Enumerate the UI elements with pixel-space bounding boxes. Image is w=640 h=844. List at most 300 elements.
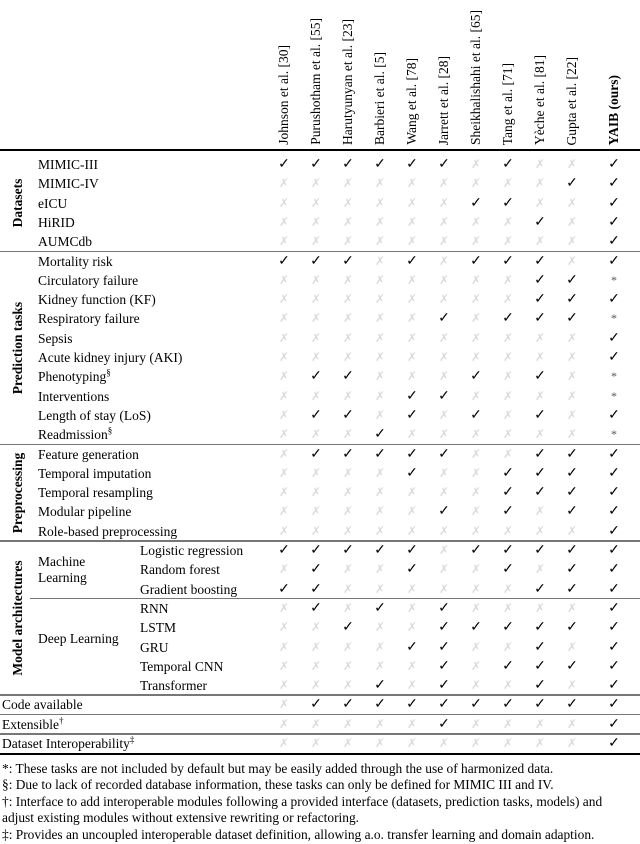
- check-icon: ✓: [470, 195, 482, 211]
- check-icon: ✓: [438, 620, 450, 636]
- footnote-marker: §: [107, 425, 113, 436]
- row-label: [140, 541, 243, 560]
- row-label-text: Length of stay (LoS): [38, 407, 151, 423]
- cross-icon: ✗: [342, 330, 354, 345]
- cross-icon: ✗: [470, 427, 482, 442]
- cross-icon: ✗: [310, 311, 322, 326]
- cross-icon: ✗: [534, 330, 546, 345]
- row-label-text: MIMIC-III: [38, 157, 98, 172]
- check-icon: ✓: [438, 504, 450, 520]
- check-icon: ✓: [310, 369, 322, 385]
- row-label: [38, 232, 92, 251]
- cross-icon: ✗: [310, 427, 322, 442]
- cross-icon: ✗: [438, 485, 450, 500]
- cross-icon: ✗: [278, 234, 290, 249]
- check-icon: ✓: [608, 620, 620, 636]
- cross-icon: ✗: [566, 157, 578, 171]
- check-icon: ✓: [534, 369, 546, 385]
- check-icon: ✓: [502, 658, 514, 674]
- cross-icon: ✗: [374, 272, 386, 287]
- cross-icon: ✗: [374, 639, 386, 654]
- check-icon: ✓: [502, 504, 514, 520]
- cross-icon: ✗: [374, 195, 386, 210]
- footnote-dagger: †: Interface to add interoperable modules following a provided interface (datasets, prediction tasks, models) and: [2, 793, 603, 809]
- asterisk-mark: *: [611, 311, 617, 326]
- cross-icon: ✗: [438, 214, 450, 229]
- check-icon: ✓: [470, 369, 482, 385]
- cross-icon: ✗: [534, 176, 546, 191]
- check-icon: ✓: [566, 697, 578, 713]
- cross-icon: ✗: [374, 562, 386, 577]
- check-icon: ✓: [406, 157, 418, 172]
- cross-icon: ✗: [406, 369, 418, 384]
- check-icon: ✓: [608, 639, 620, 655]
- cross-icon: ✗: [278, 504, 290, 519]
- cross-icon: ✗: [278, 485, 290, 500]
- check-icon: ✓: [534, 620, 546, 636]
- cross-icon: ✗: [310, 292, 322, 307]
- cross-icon: ✗: [342, 427, 354, 442]
- check-icon: ✓: [470, 543, 482, 558]
- cross-icon: ✗: [310, 176, 322, 191]
- check-icon: ✓: [608, 697, 620, 713]
- row-label-text: Dataset Interoperability: [2, 736, 130, 751]
- section-title: Preprocessing: [10, 452, 25, 533]
- check-icon: ✓: [608, 736, 620, 751]
- cross-icon: ✗: [502, 350, 514, 364]
- check-icon: ✓: [534, 446, 546, 462]
- check-icon: ✓: [310, 407, 322, 423]
- check-icon: ✓: [342, 620, 354, 636]
- check-icon: ✓: [438, 157, 450, 172]
- check-icon: ✓: [534, 639, 546, 655]
- cross-icon: ✗: [470, 600, 482, 615]
- cross-icon: ✗: [310, 504, 322, 519]
- check-icon: ✓: [406, 253, 418, 269]
- row-label-text: LSTM: [140, 620, 177, 636]
- cross-icon: ✗: [278, 600, 290, 615]
- cross-icon: ✗: [470, 272, 482, 287]
- column-header: Wang et al. [78]: [404, 58, 419, 145]
- check-icon: ✓: [342, 407, 354, 423]
- row-label-text: Interventions: [38, 388, 110, 404]
- cross-icon: ✗: [470, 157, 482, 171]
- cross-icon: ✗: [374, 736, 386, 750]
- check-icon: ✓: [502, 620, 514, 636]
- check-icon: ✓: [470, 697, 482, 713]
- check-icon: ✓: [406, 465, 418, 481]
- check-icon: ✓: [608, 600, 620, 616]
- column-header: Johnson et al. [30]: [276, 45, 291, 145]
- check-icon: ✓: [310, 446, 322, 462]
- asterisk-mark: *: [611, 272, 617, 287]
- cross-icon: ✗: [502, 678, 514, 693]
- row-label: [2, 695, 83, 714]
- cross-icon: ✗: [438, 736, 450, 750]
- check-icon: ✓: [566, 176, 578, 192]
- column-header: Sheikhalishahi et al. [65]: [468, 10, 483, 145]
- cross-icon: ✗: [470, 446, 482, 461]
- check-icon: ✓: [534, 214, 546, 230]
- row-label-text: HiRID: [38, 214, 75, 230]
- section-title: Prediction tasks: [10, 301, 25, 395]
- cross-icon: ✗: [470, 581, 482, 596]
- cross-icon: ✗: [566, 736, 578, 750]
- row-label-text: RNN: [140, 600, 169, 616]
- check-icon: ✓: [406, 697, 418, 713]
- check-icon: ✓: [406, 562, 418, 578]
- cross-icon: ✗: [406, 350, 418, 364]
- cross-icon: ✗: [278, 446, 290, 461]
- cross-icon: ✗: [438, 272, 450, 287]
- row-label: [140, 560, 220, 579]
- cross-icon: ✗: [310, 234, 322, 249]
- check-icon: ✓: [566, 446, 578, 462]
- cross-icon: ✗: [278, 195, 290, 210]
- footnote-dagger-cont: adjust existing modules without extensive rewriting or refactoring.: [2, 810, 360, 826]
- cross-icon: ✗: [278, 716, 290, 731]
- check-icon: ✓: [566, 504, 578, 520]
- subgroup-label: Deep Learning: [38, 631, 119, 647]
- cross-icon: ✗: [534, 427, 546, 442]
- cross-icon: ✗: [502, 427, 514, 442]
- cross-icon: ✗: [470, 311, 482, 326]
- check-icon: ✓: [534, 407, 546, 423]
- check-icon: ✓: [608, 658, 620, 674]
- row-label: [38, 290, 156, 309]
- cross-icon: ✗: [534, 716, 546, 731]
- check-icon: ✓: [342, 446, 354, 462]
- cross-icon: ✗: [278, 272, 290, 287]
- check-icon: ✓: [608, 214, 620, 230]
- check-icon: ✓: [310, 253, 322, 269]
- cross-icon: ✗: [534, 350, 546, 364]
- row-label-text: Temporal imputation: [38, 465, 152, 481]
- check-icon: ✓: [534, 697, 546, 713]
- cross-icon: ✗: [342, 658, 354, 673]
- cross-icon: ✗: [406, 504, 418, 519]
- cross-icon: ✗: [342, 678, 354, 693]
- cross-icon: ✗: [374, 369, 386, 384]
- check-icon: ✓: [374, 157, 386, 172]
- check-icon: ✓: [502, 697, 514, 713]
- cross-icon: ✗: [342, 465, 354, 480]
- cross-icon: ✗: [374, 253, 386, 268]
- cross-icon: ✗: [470, 485, 482, 500]
- cross-icon: ✗: [566, 639, 578, 654]
- row-label-text: Readmission: [38, 427, 108, 443]
- cross-icon: ✗: [310, 639, 322, 654]
- check-icon: ✓: [502, 157, 514, 172]
- cross-icon: ✗: [342, 176, 354, 191]
- row-label-text: Kidney function (KF): [38, 292, 156, 308]
- cross-icon: ✗: [438, 562, 450, 577]
- cross-icon: ✗: [470, 350, 482, 364]
- row-label-text: Sepsis: [38, 330, 73, 346]
- cross-icon: ✗: [374, 234, 386, 249]
- cross-icon: ✗: [374, 292, 386, 307]
- column-header: Yèche et al. [81]: [532, 55, 547, 145]
- cross-icon: ✗: [406, 658, 418, 673]
- cross-icon: ✗: [502, 214, 514, 229]
- check-icon: ✓: [278, 543, 290, 558]
- cross-icon: ✗: [278, 350, 290, 364]
- column-header: Barbieri et al. [5]: [372, 52, 387, 145]
- check-icon: ✓: [566, 658, 578, 674]
- cross-icon: ✗: [310, 658, 322, 673]
- cross-icon: ✗: [342, 736, 354, 750]
- cross-icon: ✗: [502, 581, 514, 596]
- check-icon: ✓: [534, 311, 546, 327]
- row-label-text: Phenotyping: [38, 369, 107, 385]
- cross-icon: ✗: [278, 639, 290, 654]
- cross-icon: ✗: [438, 292, 450, 307]
- asterisk-mark: *: [611, 388, 617, 403]
- cross-icon: ✗: [502, 407, 514, 422]
- footnote-section: §: Due to lack of recorded database information, these tasks can only be defined for MIMIC III and IV.: [2, 777, 554, 793]
- cross-icon: ✗: [502, 446, 514, 461]
- column-header: Harutyunyan et al. [23]: [340, 19, 355, 145]
- cross-icon: ✗: [374, 581, 386, 596]
- cross-icon: ✗: [374, 658, 386, 673]
- footnote-asterisk: *: These tasks are not included by default but may be easily added through the use of harmonized data.: [2, 761, 554, 776]
- cross-icon: ✗: [278, 311, 290, 326]
- row-label: [38, 387, 109, 406]
- cross-icon: ✗: [438, 195, 450, 210]
- cross-icon: ✗: [534, 504, 546, 519]
- cross-icon: ✗: [278, 427, 290, 442]
- cross-icon: ✗: [502, 330, 514, 345]
- cross-icon: ✗: [374, 485, 386, 500]
- top-rule: [0, 149, 640, 151]
- row-label: [140, 599, 169, 618]
- row-label: [38, 483, 153, 502]
- cross-icon: ✗: [406, 214, 418, 229]
- cross-icon: ✗: [470, 465, 482, 480]
- cross-icon: ✗: [342, 234, 354, 249]
- footnote-marker: ‡: [129, 734, 135, 745]
- cross-icon: ✗: [534, 157, 546, 171]
- cross-icon: ✗: [342, 639, 354, 654]
- check-icon: ✓: [502, 465, 514, 481]
- row-label-text: Feature generation: [38, 446, 139, 462]
- cross-icon: ✗: [374, 504, 386, 519]
- cross-icon: ✗: [534, 388, 546, 403]
- row-label-text: Acute kidney injury (AKI): [38, 350, 183, 365]
- cross-icon: ✗: [566, 716, 578, 731]
- cross-icon: ✗: [342, 292, 354, 307]
- check-icon: ✓: [438, 311, 450, 327]
- cross-icon: ✗: [374, 350, 386, 364]
- cross-icon: ✗: [566, 600, 578, 615]
- cross-icon: ✗: [566, 195, 578, 210]
- footnote-double-dagger: ‡: Provides an uncoupled interoperable dataset definition, allowing a.o. transfer learning and domain adaption.: [2, 826, 595, 842]
- check-icon: ✓: [502, 195, 514, 211]
- check-icon: ✓: [406, 639, 418, 655]
- cross-icon: ✗: [278, 330, 290, 345]
- cross-icon: ✗: [310, 195, 322, 210]
- check-icon: ✓: [566, 620, 578, 636]
- cross-icon: ✗: [406, 272, 418, 287]
- check-icon: ✓: [566, 562, 578, 578]
- check-icon: ✓: [534, 465, 546, 481]
- cross-icon: ✗: [278, 620, 290, 635]
- cross-icon: ✗: [310, 736, 322, 750]
- column-header: Tang et al. [71]: [500, 62, 515, 145]
- cross-icon: ✗: [342, 504, 354, 519]
- cross-icon: ✗: [310, 716, 322, 731]
- check-icon: ✓: [470, 620, 482, 636]
- cross-icon: ✗: [406, 620, 418, 635]
- check-icon: ✓: [342, 157, 354, 172]
- section-title: Datasets: [10, 178, 25, 228]
- cross-icon: ✗: [342, 272, 354, 287]
- check-icon: ✓: [470, 407, 482, 423]
- cross-icon: ✗: [566, 369, 578, 384]
- cross-icon: ✗: [406, 427, 418, 442]
- cross-icon: ✗: [470, 639, 482, 654]
- cross-icon: ✗: [534, 234, 546, 249]
- cross-icon: ✗: [310, 272, 322, 287]
- check-icon: ✓: [608, 253, 620, 269]
- check-icon: ✓: [470, 253, 482, 269]
- check-icon: ✓: [406, 388, 418, 404]
- cross-icon: ✗: [502, 369, 514, 384]
- row-label-text: Logistic regression: [140, 543, 244, 558]
- cross-icon: ✗: [406, 485, 418, 500]
- cross-icon: ✗: [310, 523, 322, 538]
- cross-icon: ✗: [342, 311, 354, 326]
- cross-icon: ✗: [438, 523, 450, 538]
- cross-icon: ✗: [278, 388, 290, 403]
- cross-icon: ✗: [406, 716, 418, 731]
- cross-icon: ✗: [374, 176, 386, 191]
- cross-icon: ✗: [502, 292, 514, 307]
- cross-icon: ✗: [566, 330, 578, 345]
- cross-icon: ✗: [374, 330, 386, 345]
- cross-icon: ✗: [310, 214, 322, 229]
- cross-icon: ✗: [374, 214, 386, 229]
- check-icon: ✓: [438, 639, 450, 655]
- row-label: [38, 309, 140, 328]
- cross-icon: ✗: [278, 678, 290, 693]
- row-label-text: Code available: [2, 697, 83, 713]
- row-label: [140, 638, 169, 657]
- row-label-text: Random forest: [140, 562, 220, 578]
- cross-icon: ✗: [342, 562, 354, 577]
- cross-icon: ✗: [310, 485, 322, 500]
- cross-icon: ✗: [470, 523, 482, 538]
- column-header: YAIB (ours): [606, 74, 621, 145]
- row-label: [38, 464, 151, 483]
- row-label: [38, 252, 113, 271]
- cross-icon: ✗: [342, 350, 354, 364]
- check-icon: ✓: [374, 427, 386, 443]
- cross-icon: ✗: [310, 350, 322, 364]
- row-label: [38, 329, 73, 348]
- cross-icon: ✗: [534, 523, 546, 538]
- cross-icon: ✗: [566, 214, 578, 229]
- row-label: [38, 425, 112, 444]
- cross-icon: ✗: [342, 716, 354, 731]
- cross-icon: ✗: [534, 195, 546, 210]
- row-label-text: Gradient boosting: [140, 581, 238, 597]
- row-label: [38, 367, 111, 386]
- cross-icon: ✗: [374, 407, 386, 422]
- cross-icon: ✗: [310, 330, 322, 345]
- check-icon: ✓: [566, 465, 578, 481]
- check-icon: ✓: [566, 292, 578, 308]
- check-icon: ✓: [608, 195, 620, 211]
- check-icon: ✓: [310, 581, 322, 597]
- cross-icon: ✗: [310, 388, 322, 403]
- cross-icon: ✗: [502, 234, 514, 249]
- check-icon: ✓: [608, 543, 620, 558]
- cross-icon: ✗: [566, 678, 578, 693]
- column-header: Jarrett et al. [28]: [436, 55, 451, 145]
- column-header: Gupta et al. [22]: [564, 56, 579, 145]
- check-icon: ✓: [342, 369, 354, 385]
- check-icon: ✓: [608, 678, 620, 694]
- cross-icon: ✗: [374, 311, 386, 326]
- cross-icon: ✗: [438, 234, 450, 249]
- check-icon: ✓: [608, 465, 620, 481]
- check-icon: ✓: [406, 446, 418, 462]
- row-label: [140, 618, 176, 637]
- check-icon: ✓: [608, 446, 620, 462]
- cross-icon: ✗: [374, 523, 386, 538]
- cross-icon: ✗: [470, 330, 482, 345]
- row-label: [38, 522, 177, 541]
- cross-icon: ✗: [278, 214, 290, 229]
- cross-icon: ✗: [406, 292, 418, 307]
- cross-icon: ✗: [502, 736, 514, 750]
- cross-icon: ✗: [342, 600, 354, 615]
- row-label-text: Respiratory failure: [38, 311, 140, 327]
- check-icon: ✓: [502, 543, 514, 558]
- cross-icon: ✗: [278, 658, 290, 673]
- check-icon: ✓: [566, 581, 578, 597]
- cross-icon: ✗: [278, 562, 290, 577]
- cross-icon: ✗: [310, 465, 322, 480]
- check-icon: ✓: [608, 407, 620, 423]
- cross-icon: ✗: [566, 407, 578, 422]
- cross-icon: ✗: [470, 504, 482, 519]
- row-label-text: Role-based preprocessing: [38, 523, 178, 539]
- cross-icon: ✗: [278, 407, 290, 422]
- check-icon: ✓: [608, 485, 620, 501]
- check-icon: ✓: [406, 407, 418, 423]
- check-icon: ✓: [374, 600, 386, 616]
- check-icon: ✓: [608, 330, 620, 346]
- cross-icon: ✗: [438, 465, 450, 480]
- cross-icon: ✗: [278, 697, 290, 712]
- cross-icon: ✗: [470, 292, 482, 307]
- cross-icon: ✗: [374, 388, 386, 403]
- cross-icon: ✗: [310, 678, 322, 693]
- check-icon: ✓: [278, 253, 290, 269]
- row-label: [38, 174, 99, 193]
- row-label: [38, 445, 139, 464]
- row-label: [38, 348, 182, 367]
- check-icon: ✓: [310, 697, 322, 713]
- cross-icon: ✗: [278, 292, 290, 307]
- check-icon: ✓: [438, 716, 450, 732]
- cross-icon: ✗: [374, 716, 386, 731]
- cross-icon: ✗: [566, 253, 578, 268]
- row-label: [38, 502, 131, 521]
- cross-icon: ✗: [342, 485, 354, 500]
